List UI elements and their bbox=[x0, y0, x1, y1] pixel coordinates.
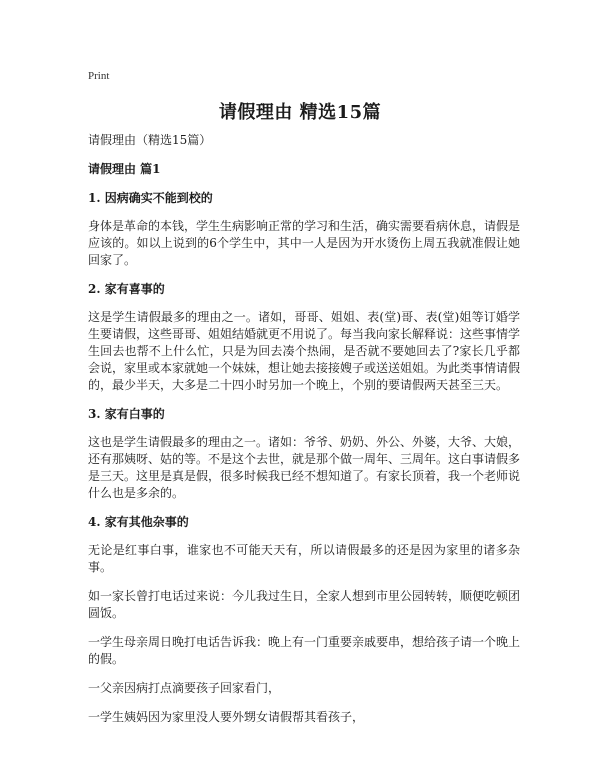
document-body bbox=[88, 132, 520, 738]
paragraph: 一父亲因病打点滴要孩子回家看门， bbox=[88, 681, 281, 695]
document-subtitle: 请假理由（精选15篇） bbox=[88, 133, 212, 147]
section-heading: 2. 家有喜事的 bbox=[88, 282, 165, 296]
paragraph: 这也是学生请假最多的理由之一。诸如：爷爷、奶奶、外公、外婆，大爷、大娘，还有那姨呀、姑的等。不是这个去世，就是那个做一周年、三周年。这白事请假多是三天。这里是真是假，很多时候我已经不想知道了。有家长顶着，我一个老师说什么也是多余的。 bbox=[88, 435, 521, 500]
paragraph: 如一家长曾打电话过来说：今儿我过生日，全家人想到市里公园转转，顺便吃顿团圆饭。 bbox=[88, 589, 521, 620]
section-heading: 3. 家有白事的 bbox=[88, 407, 165, 421]
print-link[interactable]: Print bbox=[88, 70, 110, 82]
paragraph: 身体是革命的本钱，学生生病影响正常的学习和生活，确实需要看病休息，请假是应该的。如以上说到的6个学生中，其中一人是因为开水烫伤上周五我就准假让她回家了。 bbox=[88, 219, 521, 267]
paragraph: 一学生姨妈因为家里没人要外甥女请假帮其看孩子， bbox=[88, 710, 365, 724]
section-title: 请假理由 篇1 bbox=[88, 162, 161, 176]
paragraph: 这是学生请假最多的理由之一。诸如，哥哥、姐姐、表(堂)哥、表(堂)姐等订婚学生要请假，这些哥哥、姐姐结婚就更不用说了。每当我向家长解释说：这些事情学生回去也帮不上什么忙，只是为回去凑个热闹，是否就不要她回去了?家长几乎都会说，家里或本家就她一个妹妹，想让她去接接嫂子或送送姐姐。为此类事情请假的，最少半天，大多是二十四小时另加一个晚上，个别的要请假两天甚至三天。 bbox=[88, 310, 521, 392]
paragraph: 无论是红事白事，谁家也不可能天天有，所以请假最多的还是因为家里的诸多杂事。 bbox=[88, 543, 520, 574]
page-title: 请假理由 精选15篇 bbox=[218, 102, 382, 123]
section-heading: 4. 家有其他杂事的 bbox=[88, 515, 189, 529]
paragraph: 一学生母亲周日晚打电话告诉我：晚上有一门重要亲戚要串，想给孩子请一个晚上的假。 bbox=[88, 635, 521, 666]
section-heading: 1. 因病确实不能到校的 bbox=[88, 191, 213, 205]
